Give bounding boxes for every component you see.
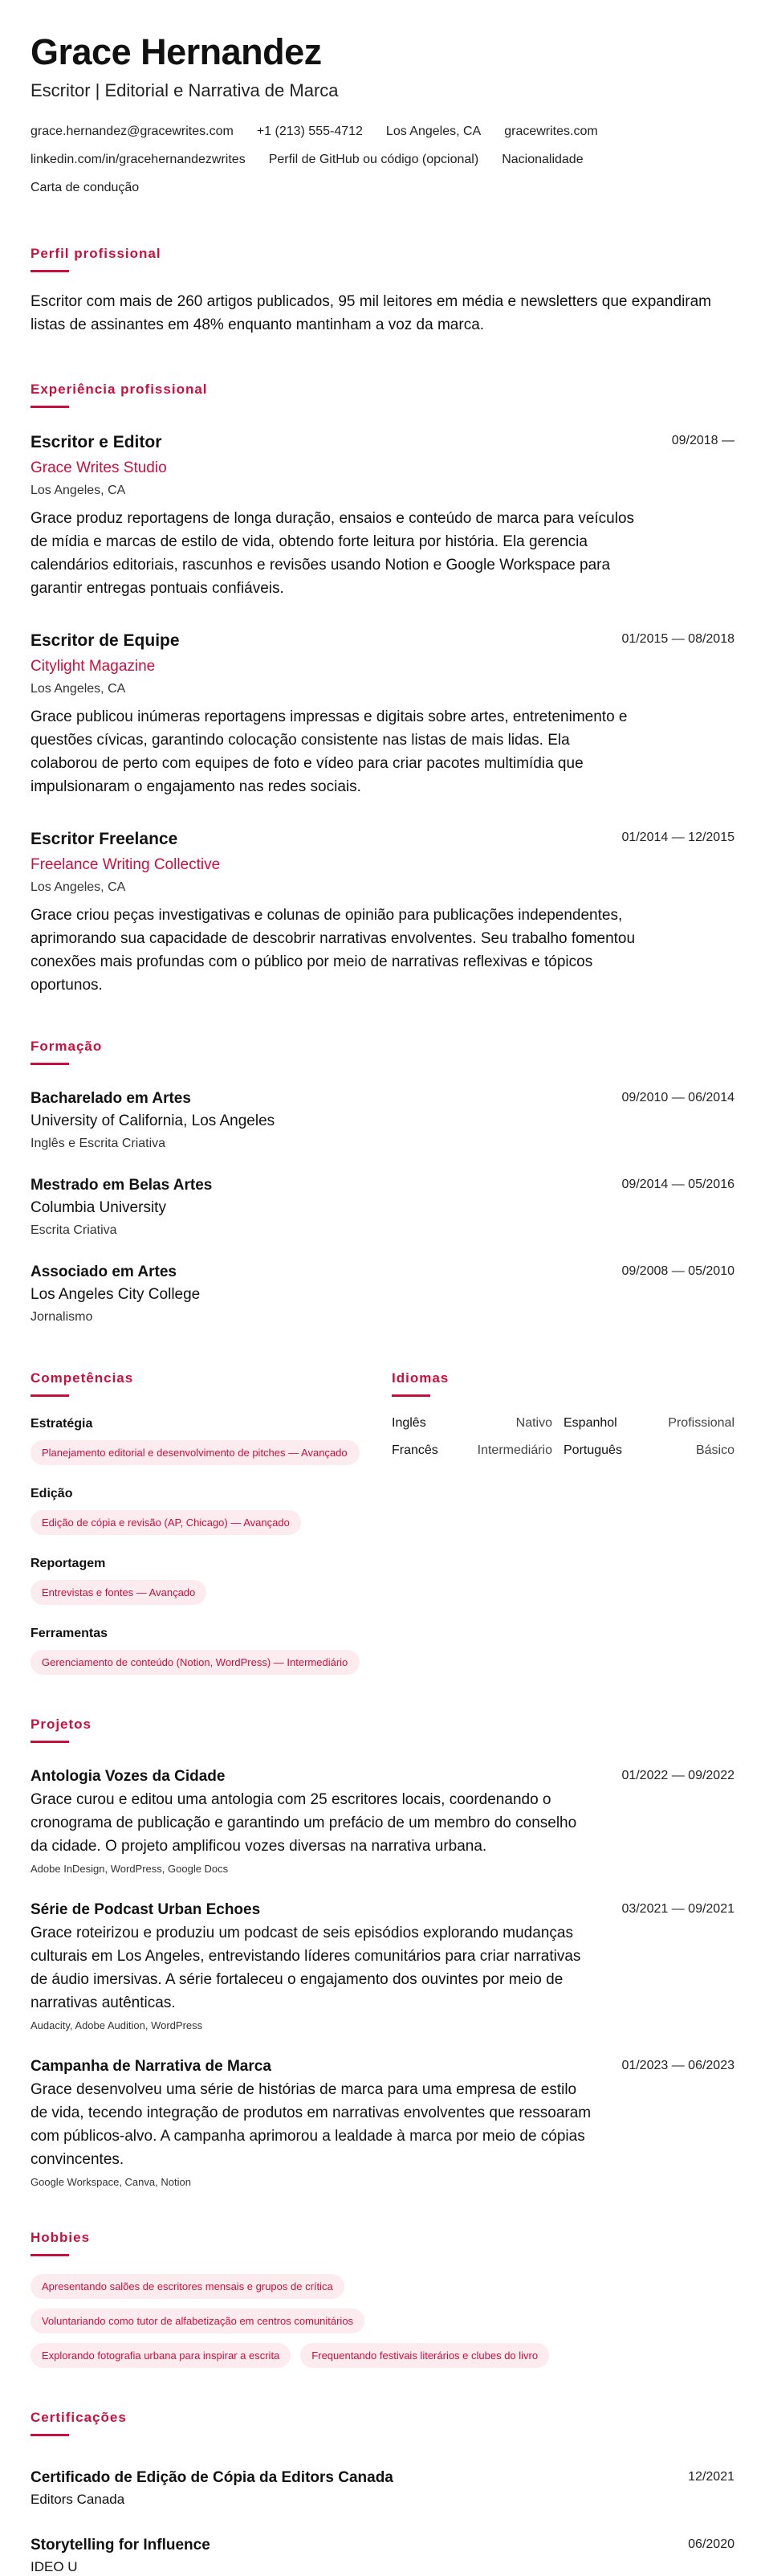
job-description: Grace criou peças investigativas e colunas de opinião para publicações independentes, aprimorando sua capacidade de descobrir narrativas envolventes. Seu trabalho fomentou conexões mais profundas com o público por meio de narrativas reflexivas e tópicos oportunos. xyxy=(31,906,636,994)
certification-name: Storytelling for Influence xyxy=(31,2536,210,2554)
skills-languages-row xyxy=(31,1370,734,1675)
section-rule xyxy=(31,1741,69,1743)
language-item xyxy=(564,1443,734,1458)
skill-pill: Planejamento editorial e desenvolvimento de pitches — Avançado xyxy=(31,1440,360,1465)
contact-email[interactable]: grace.hernandez@gracewrites.com xyxy=(31,124,234,138)
section-title-languages: Idiomas xyxy=(392,1370,450,1386)
field-of-study: Jornalismo xyxy=(31,1309,93,1324)
skill-category: Estratégia xyxy=(31,1416,93,1431)
school: Los Angeles City College xyxy=(31,1285,201,1303)
resume-header xyxy=(31,32,734,196)
project-item xyxy=(31,1767,734,1875)
skill-category: Reportagem xyxy=(31,1556,106,1570)
experience-item xyxy=(31,631,734,798)
contact-location: Los Angeles, CA xyxy=(385,124,482,138)
section-rule xyxy=(31,2434,69,2436)
languages-grid xyxy=(392,1416,734,1458)
education-dates: 09/2010 — 06/2014 xyxy=(621,1090,734,1104)
section-rule xyxy=(31,1394,69,1397)
section-rule xyxy=(31,270,69,272)
hobby-pill: Frequentando festivais literários e clubes do livro xyxy=(300,2343,549,2368)
language-level: Intermediário xyxy=(477,1443,552,1457)
section-title-education: Formação xyxy=(31,1038,103,1054)
job-dates: 01/2014 — 12/2015 xyxy=(621,830,734,844)
skills-section xyxy=(31,1370,380,1675)
language-item xyxy=(392,1416,552,1431)
contact-phone[interactable]: +1 (213) 555-4712 xyxy=(256,124,363,138)
project-title: Série de Podcast Urban Echoes xyxy=(31,1900,261,1918)
section-title-hobbies: Hobbies xyxy=(31,2229,91,2245)
project-dates: 03/2021 — 09/2021 xyxy=(621,1901,734,1916)
education-item xyxy=(31,1089,734,1152)
job-company: Freelance Writing Collective xyxy=(31,855,221,873)
profile-section xyxy=(31,246,734,337)
language-level: Profissional xyxy=(668,1415,734,1430)
field-of-study: Inglês e Escrita Criativa xyxy=(31,1136,166,1150)
skill-group xyxy=(31,1556,380,1605)
language-item xyxy=(392,1443,552,1458)
degree: Associado em Artes xyxy=(31,1263,177,1280)
section-title-certifications: Certificações xyxy=(31,2409,127,2425)
contact-linkedin[interactable]: linkedin.com/in/gracehernandezwrites xyxy=(31,152,246,166)
job-dates: 01/2015 — 08/2018 xyxy=(621,631,734,646)
job-company: Citylight Magazine xyxy=(31,657,156,675)
contact-list xyxy=(31,124,689,196)
section-rule xyxy=(31,2254,69,2256)
skill-category: Edição xyxy=(31,1486,73,1500)
job-description: Grace produz reportagens de longa duração, ensaios e conteúdo de marca para veículos de mídia e marcas de estilo de vida, obtendo forte leitura por história. Ela gerencia calendários editoriais, rascunhos e revisões usando Notion e Google Workspace para garantir entregas pontuais confiáveis. xyxy=(31,509,635,597)
skill-pill: Entrevistas e fontes — Avançado xyxy=(31,1580,206,1605)
hobby-pill: Voluntariando como tutor de alfabetização em centros comunitários xyxy=(31,2309,364,2333)
certification-item xyxy=(31,2536,734,2576)
section-rule xyxy=(392,1394,430,1397)
languages-section xyxy=(392,1370,734,1675)
skill-category: Ferramentas xyxy=(31,1626,108,1640)
education-item xyxy=(31,1263,734,1325)
job-location: Los Angeles, CA xyxy=(31,483,126,497)
project-tools: Google Workspace, Canva, Notion xyxy=(31,2175,191,2188)
job-location: Los Angeles, CA xyxy=(31,681,126,696)
experience-item xyxy=(31,829,734,997)
projects-section xyxy=(31,1717,734,2188)
language-name: Espanhol xyxy=(564,1415,617,1430)
hobbies-list xyxy=(31,2274,734,2368)
contact-github[interactable]: Perfil de GitHub ou código (opcional) xyxy=(268,152,479,166)
language-level: Nativo xyxy=(515,1415,552,1430)
certification-issuer: IDEO U xyxy=(31,2558,78,2574)
candidate-headline: Escritor | Editorial e Narrativa de Marca xyxy=(31,80,339,100)
project-title: Campanha de Narrativa de Marca xyxy=(31,2057,271,2075)
candidate-name: Grace Hernandez xyxy=(31,31,322,72)
certification-name: Certificado de Edição de Cópia da Editors Canada xyxy=(31,2468,393,2486)
field-of-study: Escrita Criativa xyxy=(31,1223,117,1237)
job-title: Escritor e Editor xyxy=(31,432,162,451)
skill-group xyxy=(31,1626,380,1675)
hobbies-section xyxy=(31,2230,734,2368)
project-tools: Adobe InDesign, WordPress, Google Docs xyxy=(31,1862,229,1875)
section-rule xyxy=(31,1063,69,1065)
education-section xyxy=(31,1039,734,1325)
skill-pill: Gerenciamento de conteúdo (Notion, WordPress) — Intermediário xyxy=(31,1650,360,1675)
project-tools: Audacity, Adobe Audition, WordPress xyxy=(31,2019,203,2031)
degree: Mestrado em Belas Artes xyxy=(31,1176,213,1194)
project-title: Antologia Vozes da Cidade xyxy=(31,1767,226,1785)
job-title: Escritor de Equipe xyxy=(31,631,180,650)
language-item xyxy=(564,1416,734,1431)
certification-date: 12/2021 xyxy=(688,2469,734,2484)
job-company: Grace Writes Studio xyxy=(31,459,167,476)
skill-group xyxy=(31,1486,380,1535)
skill-group xyxy=(31,1416,380,1465)
profile-summary: Escritor com mais de 260 artigos publicados, 95 mil leitores em média e newsletters que expandiram listas de assinantes em 48% enquanto mantinham a voz da marca. xyxy=(31,292,712,333)
job-dates: 09/2018 — xyxy=(671,433,734,447)
school: Columbia University xyxy=(31,1198,166,1216)
section-title-profile: Perfil profissional xyxy=(31,245,161,261)
contact-driving-license: Carta de condução xyxy=(31,180,140,194)
experience-item xyxy=(31,432,734,600)
job-title: Escritor Freelance xyxy=(31,829,178,848)
section-title-experience: Experiência profissional xyxy=(31,381,208,397)
section-rule xyxy=(31,406,69,408)
project-description: Grace roteirizou e produziu um podcast de seis episódios explorando mudanças culturais em Los Angeles, entrevistando líderes comunitários para criar narrativas de áudio imersivas. A série fortaleceu o engajamento dos ouvintes por meio de narrativas autênticas. xyxy=(31,1924,581,2011)
certification-date: 06/2020 xyxy=(688,2537,734,2551)
education-item xyxy=(31,1176,734,1239)
hobby-pill: Apresentando salões de escritores mensais e grupos de crítica xyxy=(31,2274,344,2299)
project-dates: 01/2022 — 09/2022 xyxy=(621,1768,734,1782)
project-item xyxy=(31,2057,734,2188)
contact-nationality: Nacionalidade xyxy=(502,152,584,166)
contact-website[interactable]: gracewrites.com xyxy=(504,124,598,138)
job-description: Grace publicou inúmeras reportagens impressas e digitais sobre artes, entretenimento e questões cívicas, garantindo colocação consistente nas listas de mais lidas. Ela colaborou de perto com equipes de foto e vídeo para criar pacotes multimídia que impulsionaram o engajamento nas redes sociais. xyxy=(31,708,628,795)
certification-issuer: Editors Canada xyxy=(31,2491,125,2507)
section-title-skills: Competências xyxy=(31,1370,134,1386)
project-item xyxy=(31,1900,734,2031)
experience-section xyxy=(31,382,734,997)
project-description: Grace curou e editou uma antologia com 25 escritores locais, coordenando o cronograma de publicação e garantindo um prefácio de um membro do conselho da cidade. O projeto amplificou vozes diversas na narrativa urbana. xyxy=(31,1790,577,1855)
degree: Bacharelado em Artes xyxy=(31,1089,191,1107)
language-name: Português xyxy=(564,1443,622,1457)
hobby-pill: Explorando fotografia urbana para inspirar a escrita xyxy=(31,2343,291,2368)
language-name: Francês xyxy=(392,1443,438,1457)
job-location: Los Angeles, CA xyxy=(31,880,126,894)
education-dates: 09/2008 — 05/2010 xyxy=(621,1264,734,1278)
project-dates: 01/2023 — 06/2023 xyxy=(621,2058,734,2072)
education-dates: 09/2014 — 05/2016 xyxy=(621,1177,734,1191)
school: University of California, Los Angeles xyxy=(31,1112,275,1129)
language-level: Básico xyxy=(695,1443,734,1457)
section-title-projects: Projetos xyxy=(31,1716,92,1732)
language-name: Inglês xyxy=(392,1415,426,1430)
certification-item xyxy=(31,2468,734,2509)
skill-pill: Edição de cópia e revisão (AP, Chicago) — Avançado xyxy=(31,1510,301,1535)
project-description: Grace desenvolveu uma série de histórias de marca para uma empresa de estilo de vida, tecendo integração de produtos em narrativas envolventes que ressoaram com públicos-alvo. A campanha aprimorou a lealdade à marca por meio de cópias convincentes. xyxy=(31,2080,592,2168)
certifications-section xyxy=(31,2410,734,2576)
